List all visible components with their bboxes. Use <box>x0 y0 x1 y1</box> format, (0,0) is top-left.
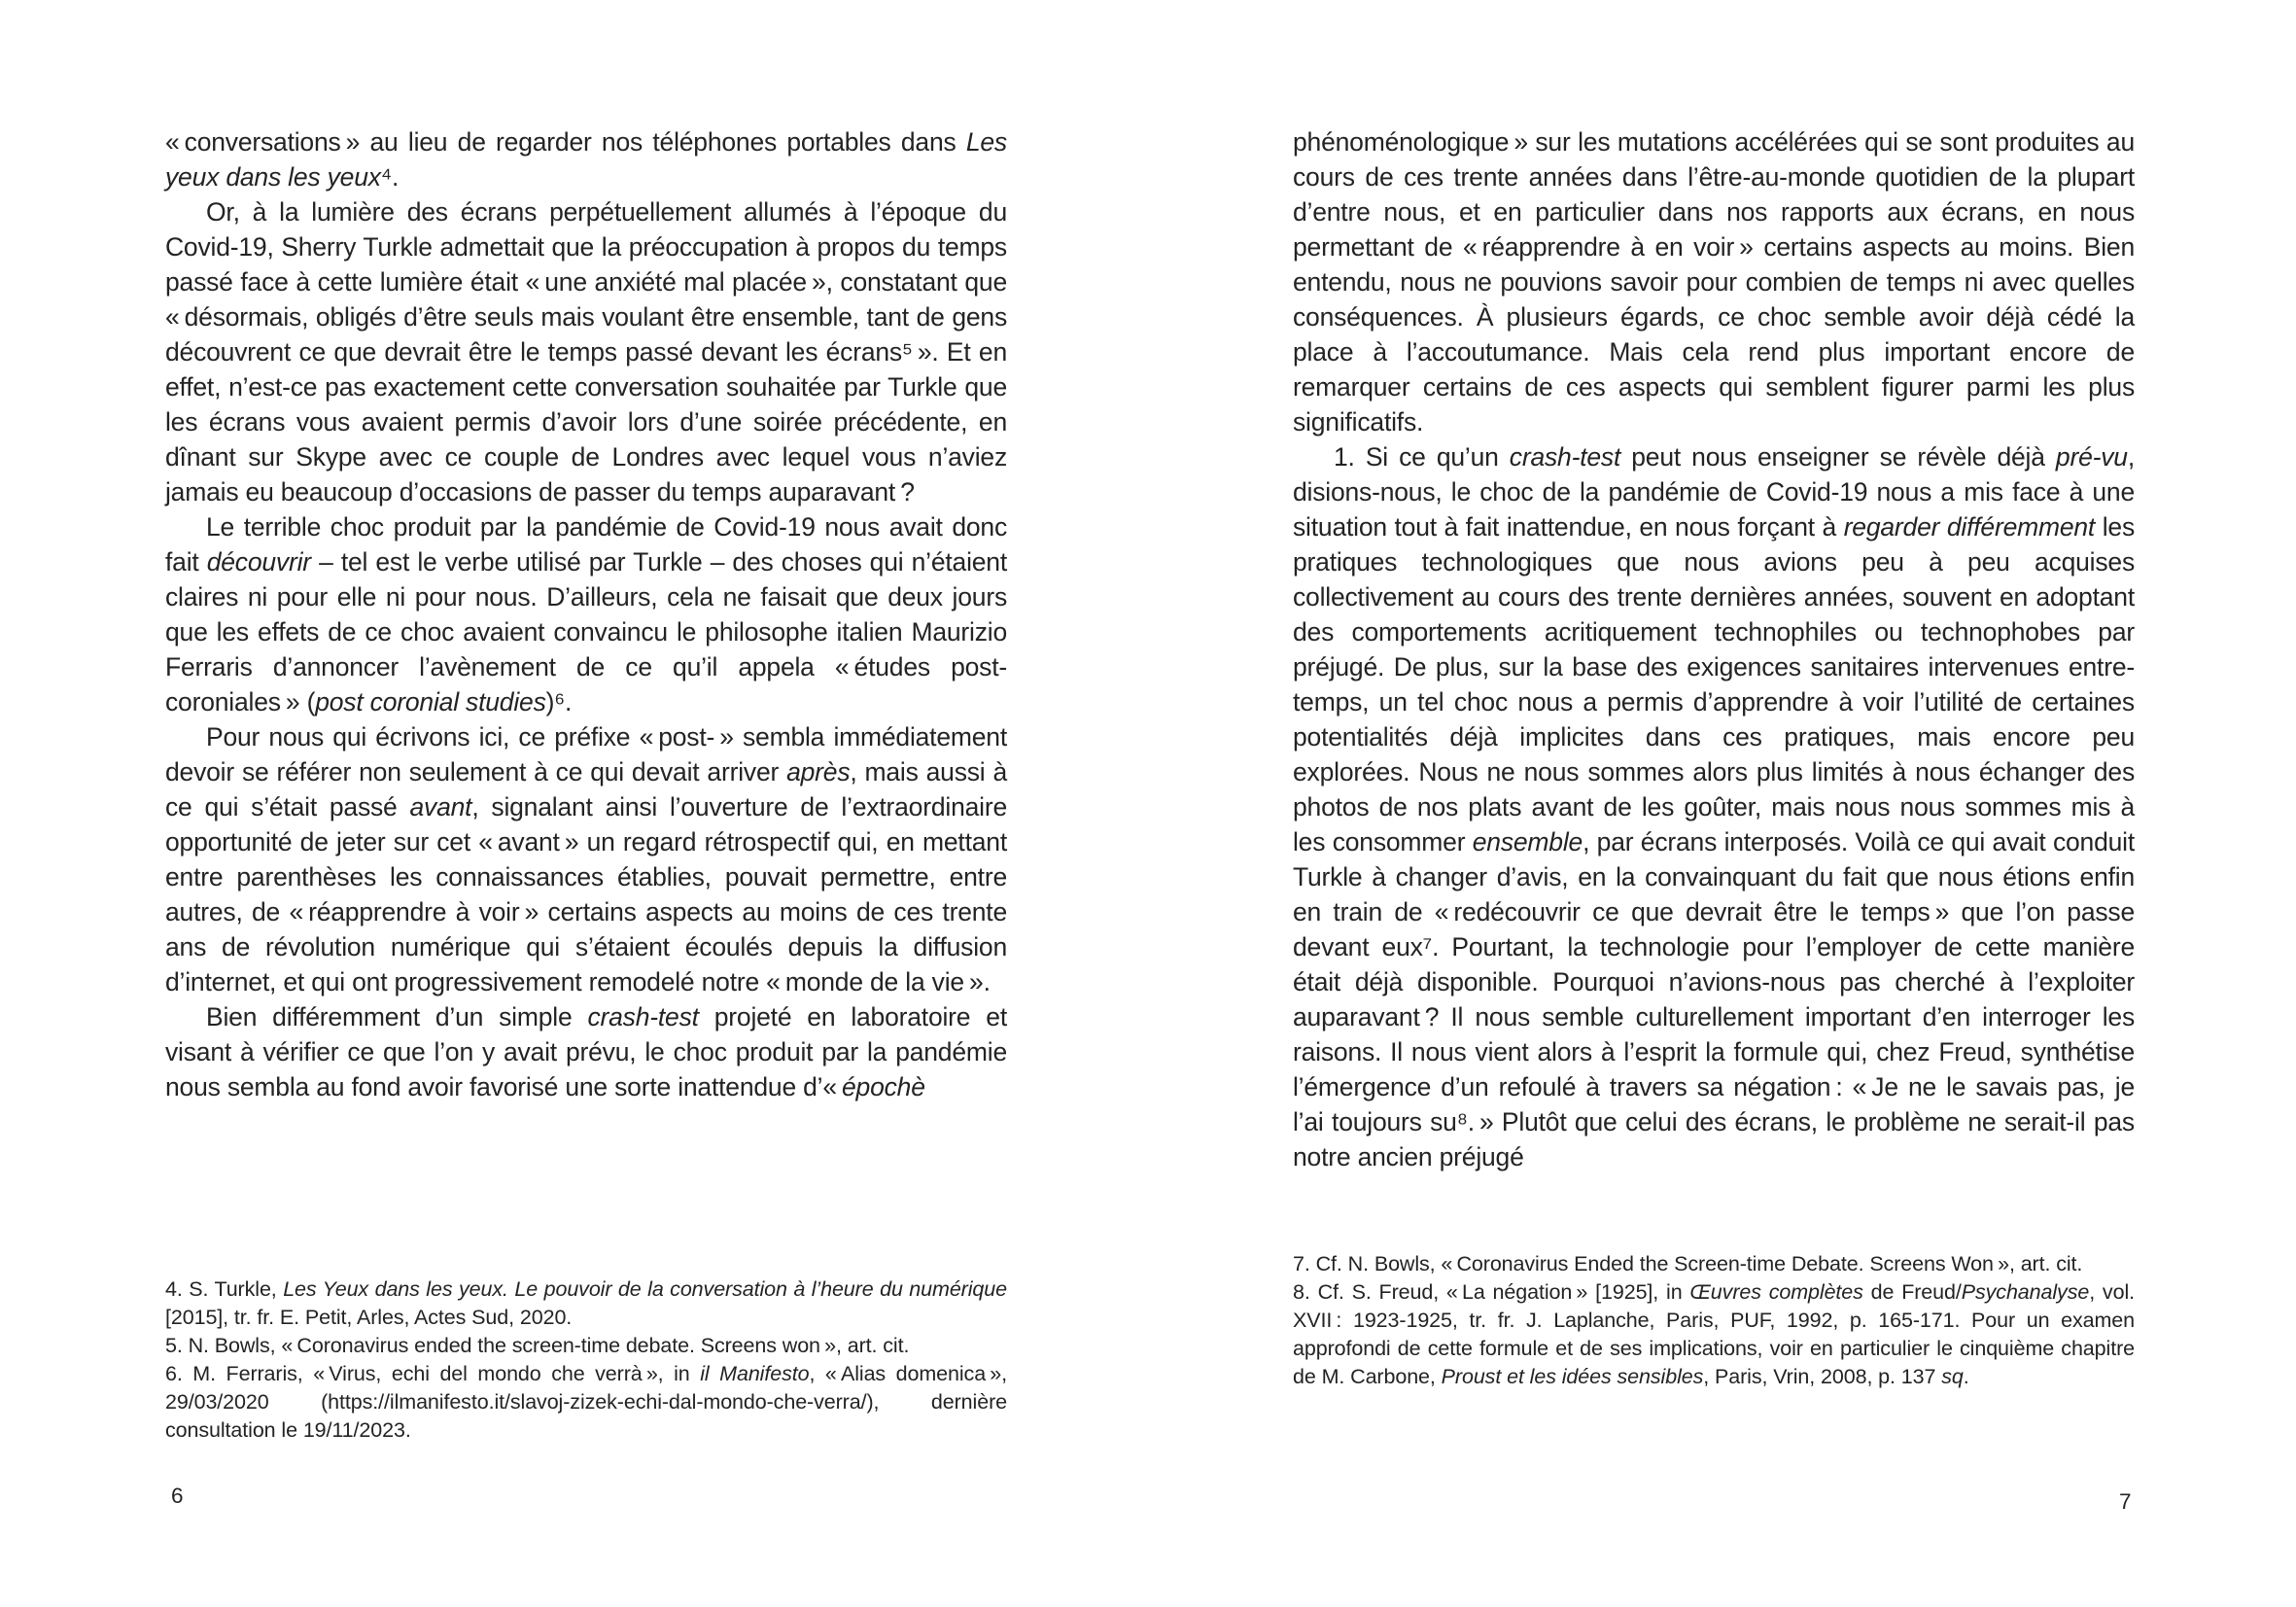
body-paragraph: phénoménologique » sur les mutations accélérées qui se sont produites au cours de ces trente années dans l’être-au-monde quotidien de la plupart d’entre nous, et en particulier dans nos rapports aux écrans, en nous permettant de « réapprendre à en voir » certains aspects au moins. Bien entendu, nous ne pouvions savoir pour combien de temps ni avec quelles conséquences. À plusieurs égards, ce choc semble avoir déjà cédé la place à l’accoutumance. Mais cela rend plus important encore de remarquer certains de ces aspects qui semblent figurer parmi les plus significatifs. <box>1293 127 2135 437</box>
body-paragraph: « conversations » au lieu de regarder nos téléphones portables dans Les yeux dans les yeux⁴. <box>165 127 1007 192</box>
body-paragraph: Le terrible choc produit par la pandémie de Covid-19 nous avait donc fait découvrir – tel est le verbe utilisé par Turkle – des choses qui n’étaient claires ni pour elle ni pour nous. D’ailleurs, cela ne faisait que deux jours que les effets de ce choc avaient convaincu le philosophe italien Maurizio Ferraris d’annoncer l’avènement de ce qu’il appela « études post-coroniales » (post coronial studies)⁶. <box>165 512 1007 716</box>
page-number-left: 6 <box>171 1484 184 1508</box>
page-right-footnotes <box>1293 1250 2135 1391</box>
page-right-body <box>1293 124 2135 1174</box>
footnote-7: 7. Cf. N. Bowls, « Coronavirus Ended the Screen-time Debate. Screens Won », art. cit. <box>1293 1252 2083 1275</box>
page-left-footnotes <box>165 1275 1007 1445</box>
body-paragraph: Or, à la lumière des écrans perpétuellement allumés à l’époque du Covid-19, Sherry Turkle admettait que la préoccupation à propos du temps passé face à cette lumière était « une anxiété mal placée », constatant que « désormais, obligés d’être seuls mais voulant être ensemble, tant de gens découvrent ce que devrait être le temps passé devant les écrans⁵ ». Et en effet, n’est-ce pas exactement cette conversation souhaitée par Turkle que les écrans vous avaient permis d’avoir lors d’une soirée précédente, en dînant sur Skype avec ce couple de Londres avec lequel vous n’aviez jamais eu beaucoup d’occasions de passer du temps auparavant ? <box>165 197 1007 507</box>
body-paragraph: Bien différemment d’un simple crash-test projeté en laboratoire et visant à vérifier ce que l’on y avait prévu, le choc produit par la pandémie nous sembla au fond avoir favorisé une sorte inattendue d’« épochè <box>165 1002 1007 1101</box>
body-paragraph: Pour nous qui écrivons ici, ce préfixe « post- » sembla immédiatement devoir se référer non seulement à ce qui devait arriver après, mais aussi à ce qui s’était passé avant, signalant ainsi l’ouverture de l’extraordinaire opportunité de jeter sur cet « avant » un regard rétrospectif qui, en mettant entre parenthèses les connaissances établies, pouvait permettre, entre autres, de « réapprendre à voir » certains aspects au moins de ces trente ans de révolution numérique qui s’étaient écoulés depuis la diffusion d’internet, et qui ont progressivement remodelé notre « monde de la vie ». <box>165 722 1008 996</box>
footnote-5: 5. N. Bowls, « Coronavirus ended the screen-time debate. Screens won », art. cit. <box>165 1334 910 1357</box>
footnote-6: 6. M. Ferraris, « Virus, echi del mondo che verrà », in il Manifesto, « Alias domenica », 29/03/2020 (https://ilmanifesto.it/slavoj-zizek-echi-dal-mondo-che-verra/), dernière consultation le 19/11/2023. <box>165 1362 1007 1442</box>
footnote-8: 8. Cf. S. Freud, « La négation » [1925], in Œuvres complètes de Freud/Psychanalyse, vol. XVII : 1923-1925, tr. fr. J. Laplanche, Paris, PUF, 1992, p. 165-171. Pour un examen approfondi de cette formule et de ses implications, voir en particulier le cinquième chapitre de M. Carbone, Proust et les idées sensibles, Paris, Vrin, 2008, p. 137 sq. <box>1293 1280 2135 1388</box>
footnote-4: 4. S. Turkle, Les Yeux dans les yeux. Le pouvoir de la conversation à l’heure du numérique [2015], tr. fr. E. Petit, Arles, Actes Sud, 2020. <box>165 1277 1007 1329</box>
page-number-right: 7 <box>2119 1489 2132 1514</box>
page-left-body <box>165 124 1007 1104</box>
body-paragraph: 1. Si ce qu’un crash-test peut nous enseigner se révèle déjà pré-vu, disions-nous, le choc de la pandémie de Covid-19 nous a mis face à une situation tout à fait inattendue, en nous forçant à regarder différemment les pratiques technologiques que nous avions peu à peu acquises collectivement au cours des trente dernières années, souvent en adoptant des comportements acritiquement technophiles ou technophobes par préjugé. De plus, sur la base des exigences sanitaires intervenues entre-temps, un tel choc nous a permis d’apprendre à voir l’utilité de certaines potentialités déjà implicites dans ces pratiques, mais encore peu explorées. Nous ne nous sommes alors plus limités à nous échanger des photos de nos plats avant de les goûter, mais nous nous sommes mis à les consommer ensemble, par écrans interposés. Voilà ce qui avait conduit Turkle à changer d’avis, en la convainquant du fait que nous étions enfin en train de « redécouvrir ce que devrait être le temps » que l’on passe devant eux⁷. Pourtant, la technologie pour l’employer de cette manière était déjà disponible. Pourquoi n’avions-nous pas cherché à l’exploiter auparavant ? Il nous semble culturellement important d’en interroger les raisons. Il nous vient alors à l’esprit la formule qui, chez Freud, synthétise l’émergence d’un refoulé à travers sa négation : « Je ne le savais pas, je l’ai toujours su⁸. » Plutôt que celui des écrans, le problème ne serait-il pas notre ancien préjugé <box>1293 442 2135 1171</box>
